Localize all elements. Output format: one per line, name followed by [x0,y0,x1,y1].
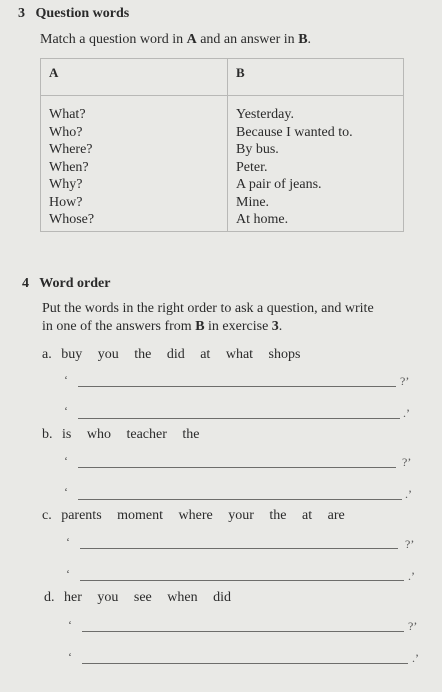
exercise-4-number: 4 [22,276,29,291]
scrambled-word: where [178,508,213,523]
full-stop-quote: .’ [412,651,419,665]
scrambled-word: moment [117,508,164,523]
question-word[interactable]: Whose? [49,212,95,227]
open-quote: ‘ [64,485,68,499]
question-mark-quote: ?’ [405,537,415,551]
answer-line[interactable] [82,663,408,664]
exercise-3-instruction [40,32,311,48]
question-mark-quote: ?’ [402,455,412,469]
scrambled-word: who [86,427,111,442]
instruction-text: and an answer in [196,32,299,47]
exercise-4-instruction-line-1: Put the words in the right order to ask a question, and write [42,301,374,316]
scrambled-word: at [200,347,211,362]
answer-option[interactable]: At home. [236,212,289,227]
scrambled-word: shops [268,347,301,362]
answer-option[interactable]: A pair of jeans. [236,177,322,192]
answer-option[interactable]: Peter. [236,159,268,175]
scrambled-word: parents [61,508,102,523]
instruction-col-b: B [298,32,308,47]
answer-option[interactable]: Mine. [236,194,270,210]
exercise-3-number: 3 [18,6,25,21]
scrambled-word: your [228,508,254,523]
scrambled-word: the [269,508,287,523]
instruction-text: . [278,319,283,334]
question-word[interactable]: How? [49,194,83,210]
scrambled-word: what [225,347,254,362]
scrambled-word: buy [61,347,83,362]
question-word[interactable]: What? [49,107,86,122]
open-quote: ‘ [64,454,68,468]
answer-line[interactable] [80,580,404,581]
scrambled-word: you [97,590,119,605]
question-word[interactable]: Who? [49,124,83,140]
answer-line[interactable] [78,499,402,500]
scrambled-word: are [327,508,345,523]
scrambled-word: the [182,427,200,442]
matching-table [40,58,404,232]
scrambled-word: at [302,508,313,523]
full-stop-quote: .’ [408,569,415,583]
item-letter: b. [42,427,53,442]
question-mark-quote: ?’ [408,619,418,633]
column-b-header: B [228,59,404,96]
open-quote: ‘ [66,535,70,549]
instruction-text: Match a question word in [40,32,187,47]
instruction-col-a: A [186,32,197,47]
open-quote: ‘ [68,618,72,632]
answer-option[interactable]: Yesterday. [236,107,294,122]
instruction-exercise-number: 3 [271,319,279,334]
answer-option[interactable]: By bus. [236,142,279,157]
column-a-cell [41,96,228,232]
exercise-3-heading [18,6,129,22]
question-word[interactable]: When? [49,159,89,175]
scrambled-word: when [167,590,198,605]
instruction-text: in one of the answers from [42,319,196,334]
column-b-cell [228,96,404,232]
scrambled-word: you [97,347,119,362]
scrambled-word: teacher [126,427,167,442]
exercise-4-title: Word order [39,276,111,291]
scrambled-word: her [64,590,82,605]
question-answer-line[interactable] [78,467,396,468]
full-stop-quote: .’ [405,487,412,501]
instruction-text: in exercise [204,319,272,334]
question-word[interactable]: Why? [49,177,83,192]
question-answer-line[interactable] [82,631,404,632]
scrambled-word: see [133,590,152,605]
item-letter: d. [44,590,55,605]
question-mark-quote: ?’ [400,374,410,388]
instruction-text: . [307,32,312,47]
item-d-words [44,590,231,606]
question-word[interactable]: Where? [49,142,93,157]
answer-option[interactable]: Because I wanted to. [236,124,353,140]
item-b-words [42,427,200,443]
exercise-4-instruction-line-2 [42,319,282,335]
item-letter: c. [42,508,52,523]
instruction-col-b: B [195,319,205,334]
item-letter: a. [42,347,52,362]
exercise-4-heading [22,276,110,292]
column-a-header: A [41,59,228,96]
scrambled-word: did [213,590,231,605]
item-a-words [42,347,300,363]
open-quote: ‘ [64,373,68,387]
question-answer-line[interactable] [78,386,396,387]
full-stop-quote: .’ [403,406,410,420]
scrambled-word: the [134,347,152,362]
item-c-words [42,508,345,524]
exercise-3-title: Question words [35,6,130,21]
open-quote: ‘ [64,404,68,418]
scrambled-word: is [62,427,72,442]
scrambled-word: did [166,347,185,362]
answer-line[interactable] [78,418,400,419]
open-quote: ‘ [66,567,70,581]
open-quote: ‘ [68,650,72,664]
question-answer-line[interactable] [80,548,398,549]
